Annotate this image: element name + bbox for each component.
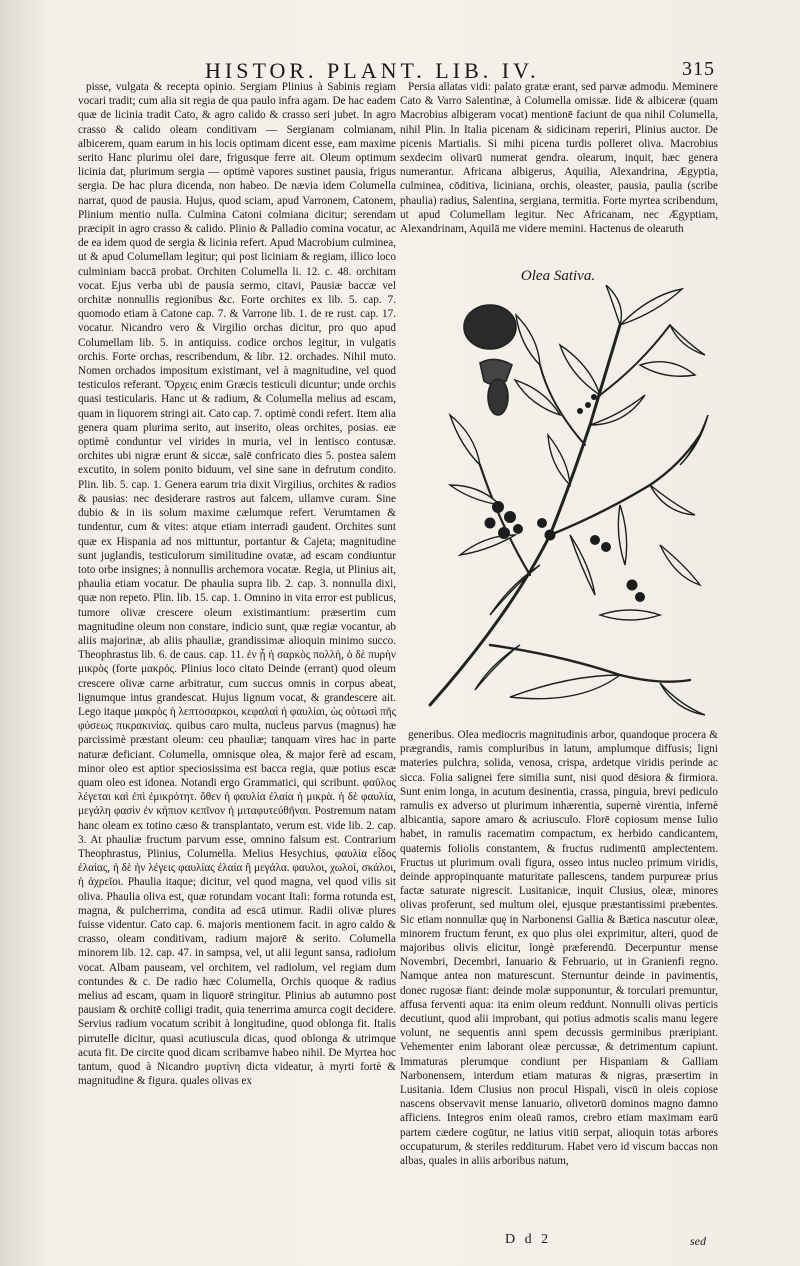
page-number: 315 [682,58,715,80]
olive-fruit [464,305,516,349]
olive-stone [488,379,508,415]
catchword: sed [690,1234,706,1248]
running-header [205,58,715,82]
right-top-column-text: Persia allatas vidi: palato gratæ erant, sed parvæ admodu. Meminere Cato & Varro Salentinæ, à Columella omissæ. Iidē & albiceræ (quam Macrobius albigeram vocat) mentionē faciunt de qua nihil Columella, nihil Plin. In Italia picenam & sidicinam reperiri, Plinius auctor. De picenis Martialis. Si mihi picena turdis polleret oliva. Macrobius sexdecim olivarū numerat gendra. olearum, inquit, hæc genera numerantur. Africana albigerus, Aquilia, Alexandrina, Ægyptia, culminea, cōditiva, liciniana, orchis, oleaster, pausia, paulia (scribe phaulia) radius, Salentina, sergiana, termitia. Forte myrtea scribendum, ut apud Columellam legitur. Nec Africanam, nec Ægyptiam, Alexandrinam, Aquilā me videre memini. Hactenus de olearuth [400,81,718,236]
left-column-text: pisse, vulgata & recepta opinio. Sergiam Plinius à Sabinis regiam vocari tradit; cum alia sit regia de qua paulo infra agam. De hac eadem quæ de licinia tradit Cato, & agro calido & crasso seri jubet. In agro crasso & calido oleam conditivam — Sergianam colmianam, albicerem, quam earum in his locis optimam dicent esse, eam maxime serito Hanc plurimu olei dare, frigusque ferre ait. Oleum optimum licinia dat, plurimum sergia — optimè vapores sustinet pausia, frigus sergia. De hac plura dicenda, non habeo. De nævia idem Columella narrat, quod de pausia. Hujus, quod sciam, apud Varronem, Catonem, Plinium mentio nulla. Culmina Catoni colmiana dicitur; serendam præcipit in agro crasso & calido. Plinio & Palladio comina vocatur, ac de ea idem quod de sergia & licinia refert. Apud Macrobium culminea, ut & apud Columellam legitur; qui post liciniam & regiam, illico loco culminiam baccā probat. Orchiten Columella li. 12. c. 48. orchitam vocat. Ejus verba ubi de pausia sermo, citavi, Pausiæ baccæ vel orchitæ nonnullis regionibus &c. Forte orchites ex lib. 5. cap. 7. quomodo etiam à Catone cap. 7. & Varrone lib. 1. de re rust. cap. 17. vocatur. Nicandro vero & Virgilio orchas dicitur, pro quo apud Columellam lib. 5. in antiquiss. codice orchos legitur, in vulgatis orchis. Forte orchas, rescribendum, & libr. 12. orchades. Nihil muto. Nomen orchados impositum existimant, vel à magnitudine, vel quod testiculos referant. Ὄρχεις enim Græcis testiculi dicuntur; unde orchis quasi testicularis. Hanc ut & radium, & Columella melius ad escam, quam in liquorem stringi ait. Cato cap. 7. optimè condi refert. Item alia genera quam plurima serito, aut inserito, oleas orchites, posias. eæ optimè conduntur vel virides in muria, vel in lentisco contusæ. orchites ubi nigræ erunt & siccæ, salē confricato dies 5. postea salem excutito, in solem ponito biduum, vel sine sane in defrutum condito. Plin. lib. 5. cap. 1. Genera earum tria dixit Virgilius, orchites & radios & pausias: nec desiderare rastros aut falcem, ullamve curam. Sine dubio & in iis solum maxime cælumque refert. Verumtamen & tundentur, cum & vites: atque etiam interradi gaudent. Orchites sunt quæ ex Hispania ad nos mittuntur, portantur & Cajeta; magnitudine sunt juglandis, testiculorum similitudine ovatæ, ad escam condiuntur toto orbe insignes; à nonnullis archemora vocatæ. Regia, ut Plinius ait, phaulia etiam vocatur. De phaulia supra lib. 2. cap. 3. nonnulla dixi, quæ non repeto. Plin. lib. 15. cap. 1. Omnino in vita error est publicus, tumore olivæ crescere oleum existimantium: præsertim cum magnitudine oleum non constare, indicio sunt, quæ regiæ vocantur, ab aliis majorinæ, ab aliis phauliæ, grandissimæ alioquin minimo succo. Theophrastus lib. 6. de caus. cap. 11. ἐν ᾗ ἡ σαρκὸς πολλὴ, ὁ δὲ πυρὴν μικρὸς (forte μακρός. Plinius loco citato Deinde (errant) quod oleum crescere olivæ carne arbitratur, cum succus omnis in corpus abeat, lignumque intus grandescat. Hujus lignum vocat, & grandescere ait. Lego itaque μακρὸς ἡ λεπτοσαρκοι, κεφαλαὶ ἡ φαυλίαι, ὡς οὐτωσὶ πῆς φύσεως πικρακινίας. quibus caro multa, nucleus parvus (magnus) hæ parcissimè præstant oleum: ceu phauliæ; tanquam vires hac in parte naturæ deficiant. Columella, omnisque olea, & major ferè ad escam, minor oleo est aptior speciosissima est bacca regia, quæ potius escæ quam oleo est idonea. Notandi ergo Grammatici, qui scribunt. φαῦλος λέγεται καὶ ἐπὶ ἐμικρότητ. ὅθεν ἡ φαυλία ἐλαία ἡ μικρὰ. ἡ δὲ φαυλία, μεγάλη φασὶν ἐν κήπιον κεπῖνον ἡ μιταφυτεύθῆναι. Postremum natam hanc oleam ex totino cæso & transplantato, verum est. vide lib. 2. cap. 3. At phauliæ fructum parvum esse, omnino falsum est. Contrarium Theophrastus, Plinius, Columella. Melius Hesychius, φαυλία εἶδος ἐλαίας, ἡ δὲ ἡν λέγεις φαυλίας ἐλαία ἢ μεγάλα. φαυλοι, χωλοί, σκάλοι, ἡ ἀχρεῖοι. Phaulia itaque; dicitur, vel quod magna, vel quod vilis sit oliva. Phaulia oliva est, quæ rotundam vocant Itali: forma rotunda est, magna, & pulcherrima, condita ad escā utimur. Radii olivæ plures fuisse videntur. Cato cap. 6. majoris mentionem facit. in agro caldo & crasso, oleam conditivam, radium majorē & serito. Columella minorem lib. 12. cap. 47. in sampsa, vel, ut alii legunt sansa, radiolum vocat. Albam pauseam, vel orchitem, vel radiolum, vel regiam dum contundes & c. De radio hæc Columella, Orchis quoque & radius melius ad escam, quam in liquorē stringitur. Plinius ab autumno post pausiam & orchitē colligi tradit, quia tenerrima amurca cogit decidere. Servius radium vocatum scribit à longitudine, quod oblonga fit. Italis pirrutelle dicitur, quasi acutiuscula dicas, quod oblonga & utrimque acuta fit. De circite quod dicam scribamve habeo nihil. De Myrtea hoc tantum, quod à Nicandro μυρτίνη dicta videatur, à myrti fortè & magnitudine & figura. quales olivas ex [78,81,396,1088]
running-title: HISTOR. PLANT. LIB. IV. [205,58,540,83]
figure-caption: Olea Sativa. [520,268,596,284]
left-text-column [78,80,396,1230]
olive-branch-woodcut-illustration [420,285,710,725]
right-bottom-text-column [400,728,718,1248]
signature-mark: D d 2 [505,1232,552,1247]
right-bottom-column-text: generibus. Olea mediocris magnitudinis arbor, quandoque procera & prægrandis, ramis compluribus in latum, amplumque diffusis; ligni materies pulchra, solida, venosa, crispa, ardetque viridis perinde ac sicca. Folia salignei fere similia sunt, nisi quod dēsiora & firmiora. Sunt enim longa, in acutum desinentia, crassa, pinguia, brevi pediculo ramulis ex adverso ut plurimum inhærentia, supernè virentia, infernè albicantia, sapore amaro & acriusculo. Florē copiosum mense Iulio habet, in ramulis racematim compactum, ex herbido candicantem, quaternis foliolis constantem, & fructus rudimentū amplectentem. Fructus ut plurimum ovali figura, osseo intus nucleo primum viridis, deinde appropinquante maturitate pallescens, tandem purpureæ prius factæ saturate nigrescit. Lusitanicæ, inquit Clusius, oleæ, minores olivas proferunt, sed multum olei, ejusque præstantissimi præbentes. Sic etiam nonnullæ quę in Narbonensi Gallia & Bætica nascutur oleæ, minorem fructum ferunt, ex quo plus olei exprimitur, alteri, quod de majoribus olivis elicitur, longè præferendū. Decerpuntur mense Novembri, Decembri, Ianuario & Februario, ut in Granienfi regno. Namque antea non maturescunt. Sternuntur deinde in pavimentis, donec rugosæ fiant: deinde molæ supponuntur, & torculari premuntur, affusa ferventi aqua: ita enim oleum reddunt. Nonnulli olivas perticis decutiunt, quod alii improbant, qui potius admotis scalis manu legere volunt, ne sequentis anni spem decussis germinibus præripiant. Vehementer enim laborant oleæ percussæ, & detrimentum capiunt. Immaturas plerumque condiunt per Hispaniam & Galliam Narbonensem, interdum etiam maturas & nigras, præsertim in Lusitania. Idem Clusius non procul Hispali, viscū in oleis copiose nascens observavit mense Ianuario, olivetorū dominos magno damno afficiens. Integros enim oleaū ramos, crebro etiam maximam earū partem cædere cogūtur, ne latius vitiū serpat, alioquin totas arbores occupaturum, & steriles redditurum. Habet vero id viscum baccas non albas, quales in aliis arboribus natum, [400,729,718,1168]
side-branch-right [550,435,700,535]
right-top-text-column [400,80,718,266]
